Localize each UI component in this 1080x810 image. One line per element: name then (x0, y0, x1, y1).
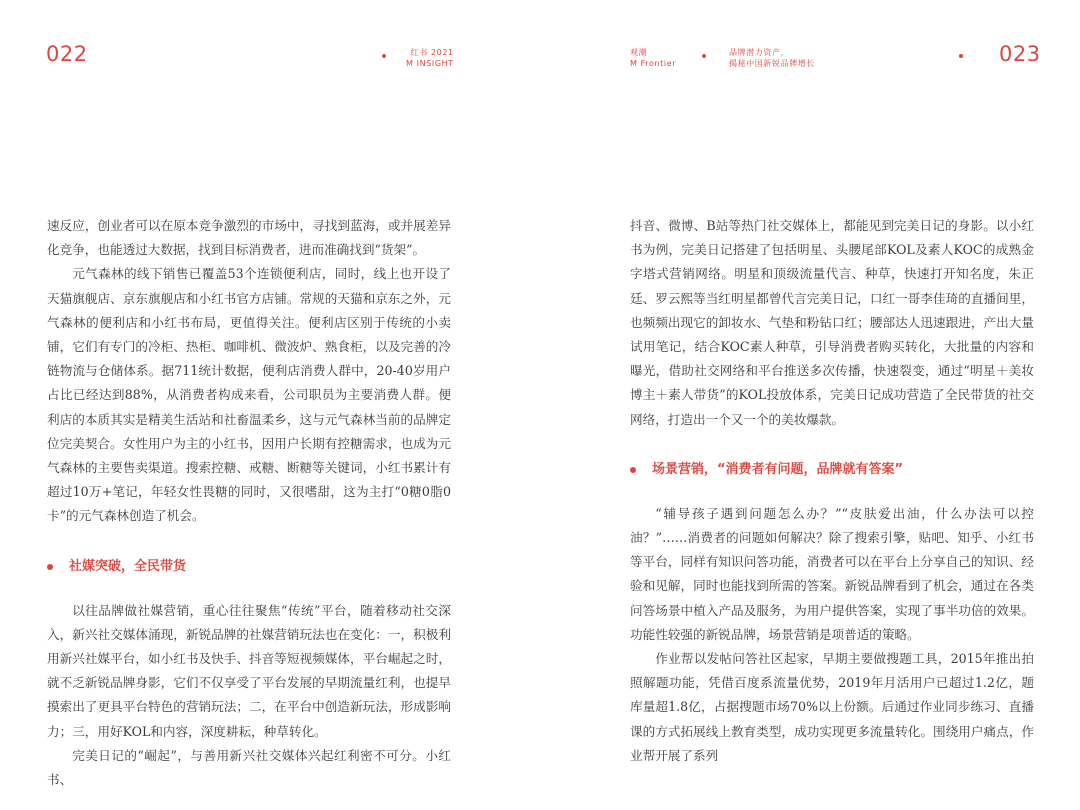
right-body-text (630, 214, 1034, 768)
right-page (540, 0, 1080, 810)
section-bullet (630, 467, 636, 473)
running-head-line-2: M INSIGHT (406, 59, 454, 68)
paragraph: 元气森林的线下销售已覆盖53个连锁便利店，同时，线上也开设了天猫旗舰店、京东旗舰店和小红书官方店铺。常规的天猫和京东之外，元气森林的便利店和小红书布局，更值得关注。便利店区别于传统的小卖铺，它们有专门的冷柜、热柜、咖啡机、微波炉、熟食柜，以及完善的冷链物流与仓储体系。据711统计数据，便利店消费人群中，20-40岁用户占比已经达到88%，从消费者构成来看，公司职员为主要消费人群。便利店的本质其实是精美生活站和社畜温柔乡，这与元气森林当前的品牌定位完美契合。女性用户为主的小红书，因用户长期有控糖需求，也成为元气森林的主要售卖渠道。搜索控糖、戒糖、断糖等关键词，小红书累计有超过10万+笔记，年轻女性畏糖的同时，又很嗜甜，这为主打“0糖0脂0卡”的元气森林创造了机会。 (47, 266, 451, 524)
section-title (630, 460, 1034, 480)
running-head-line-2: M Frontier (630, 59, 677, 68)
left-body-text (47, 214, 451, 792)
section-title-text: 社媒突破，全民带货 (69, 558, 187, 574)
paragraph: 完美日记的“崛起”，与善用新兴社交媒体兴起红利密不可分。小红书、 (47, 747, 451, 788)
paragraph: 作业帮以发帖问答社区起家，早期主要做搜题工具，2015年推出拍照解题功能，凭借百度系流量优势，2019年月活用户已超过1.2亿，题库量超1.8亿，占据搜题市场70%以上份额。后通过作业同步练习、直播课的方式拓展线上教育类型，成功实现更多流量转化。围绕用户痛点，作业帮开展了系列 (630, 651, 1034, 763)
page-number: 022 (46, 42, 88, 66)
section-title-text: 场景营销，“消费者有问题，品牌就有答案” (652, 461, 904, 477)
header-dot (382, 54, 386, 58)
paragraph: 速反应，创业者可以在原本竞争激烈的市场中，寻找到蓝海，或并展差异化竞争，也能透过大数据，找到目标消费者，进而准确找到“货架”。 (47, 218, 451, 258)
page-number: 023 (999, 42, 1041, 66)
section-bullet (47, 564, 53, 570)
running-head-left (630, 47, 676, 69)
running-head-line-2: 揭秘中国新锐品牌增长 (729, 59, 815, 68)
section-title (47, 557, 451, 577)
paragraph: “辅导孩子遇到问题怎么办？”“皮肤爱出油，什么办法可以控油？”……消费者的问题如何解决？除了搜索引擎，贴吧、知乎、小红书等平台，同样有知识问答功能，消费者可以在平台上分享自己的知识、经验和见解，同时也能找到所需的答案。新锐品牌看到了机会，通过在各类问答场景中植入产品及服务，为用户提供答案，实现了事半功倍的效果。功能性较强的新锐品牌，场景营销是项普适的策略。 (630, 505, 1034, 642)
running-head-line-1: 红书 2021 (410, 48, 454, 57)
paragraph: 以往品牌做社媒营销，重心往往聚焦“传统”平台，随着移动社交深入，新兴社交媒体涌现，新锐品牌的社媒营销玩法也在变化：一，积极利用新兴社媒平台，如小红书及快手、抖音等短视频媒体，平台崛起之时，就不乏新锐品牌身影，它们不仅享受了平台发展的早期流量红利，也提早摸索出了更具平台特色的营销玩法；二，在平台中创造新玩法，形成影响力；三，用好KOL和内容，深度耕耘，种草转化。 (47, 602, 451, 739)
header-dot (702, 54, 706, 58)
running-head-line-1: 品牌潜力资产， (729, 48, 790, 57)
header-dot (959, 54, 963, 58)
running-head (406, 47, 454, 69)
running-head-mid (729, 47, 815, 69)
running-head-line-1: 观潮 (630, 48, 648, 57)
paragraph: 抖音、微博、B站等热门社交媒体上，都能见到完美日记的身影。以小红书为例，完美日记搭建了包括明星、头腰尾部KOL及素人KOC的成熟金字塔式营销网络。明星和顶级流量代言、种草，快速打开知名度，朱正廷、罗云熙等当红明星都曾代言完美日记，口红一哥李佳琦的直播间里，也频频出现它的卸妆水、气垫和粉钻口红；腰部达人迅速跟进，产出大量试用笔记，结合KOC素人种草，引导消费者购买转化，大批量的内容和曝光，借助社交网络和平台推送多次传播，快速裂变，通过“明星＋美妆博主＋素人带货”的KOL投放体系，完美日记成功营造了全民带货的社交网络，打造出一个又一个的美妆爆款。 (630, 218, 1034, 427)
